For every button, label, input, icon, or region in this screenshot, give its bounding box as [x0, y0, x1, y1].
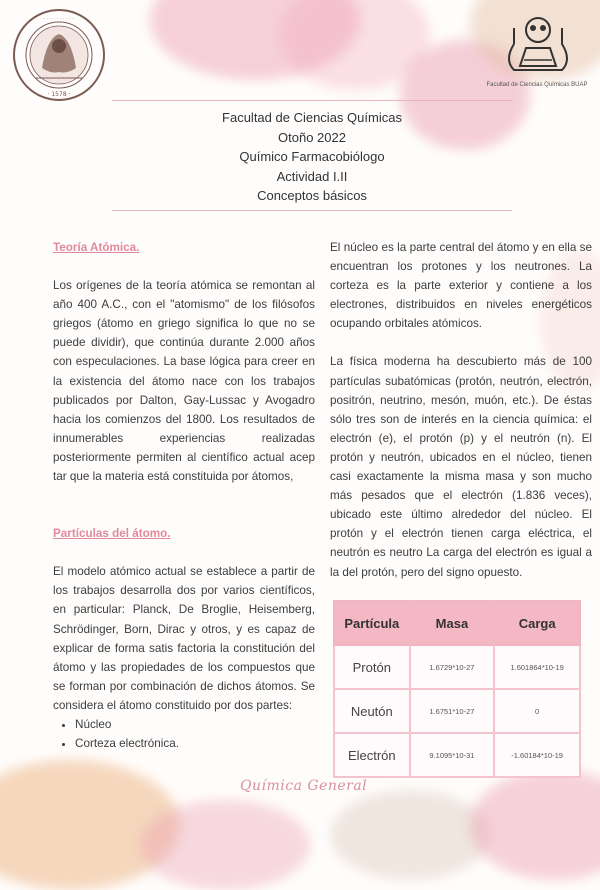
table-cell: 9.1095*10-31	[410, 733, 495, 777]
document-header	[112, 108, 512, 206]
table-row	[334, 689, 580, 733]
table-cell: 1.6729*10-27	[410, 645, 495, 689]
university-seal-logo	[12, 8, 106, 102]
faculty-logo	[500, 14, 576, 76]
table-cell: -1.60184*10-19	[494, 733, 580, 777]
list-item: • Núcleo	[75, 715, 315, 734]
table-cell: 0	[494, 689, 580, 733]
svg-text:· 1578 ·: · 1578 ·	[47, 91, 71, 98]
paragraph: La física moderna ha descubierto más de 100 partículas subatómicas (protón, neutrón, electrón, positrón, neutrino, mesón, muón, etc.). De éstas sólo tres son de interés en la ciencia química: el electrón (e), el protón (p) y el neutrón (n). El protón y neutrón, ubicados en el núcleo, tienen casi exactamente la misma masa y son mucho más pesados que el electrón (1.836 veces), ubicado este último alrededor del núcleo. El protón y el electrón tienen carga eléctrica, el neutrón es neutro La carga del electrón es igual a la del protón, pero del signo opuesto.	[330, 355, 592, 579]
header-divider-bottom	[112, 210, 512, 211]
paragraph: Los orígenes de la teoría atómica se remontan al año 400 A.C., con el "atomismo" de los filósofos griegos (átomo en griego significa lo que no se puede dividir), que continúa durante 2.000 años con especulaciones. La base lógica para creer en la existencia del átomo nace con los trabajos publicados por Dalton, Gay-Lussac y Avogadro hacia los comienzos del 1800. Los resultados de innumerables experiencias realizadas posteriormente permiten al científico actual acep tar que la materia está constituida por átomos,	[53, 279, 315, 484]
paragraph: El modelo atómico actual se establece a partir de los trabajos desarrolla dos por varios científicos, en particular: Planck, De Broglie, Heisemberg, Schrödinger, Born, Dirac y otros, y es capaz de explicar de forma satis factoria la constitución del átomo y las propiedades de los compuestos que se forman por combinación de dichos átomos. Se considera el átomo constituido por dos partes:	[53, 565, 315, 712]
table-cell: Electrón	[334, 733, 410, 777]
bullet-list	[53, 715, 315, 753]
table-cell: 1.6751*10-27	[410, 689, 495, 733]
svg-text:· · · · · · · · · ·: · · · · · · · · · ·	[43, 16, 75, 22]
table-cell: 1.601864*10-19	[494, 645, 580, 689]
header-line: Conceptos básicos	[257, 188, 367, 203]
header-line: Facultad de Ciencias Químicas	[222, 110, 402, 125]
table-cell: Protón	[334, 645, 410, 689]
particles-table	[333, 600, 581, 778]
footer-signature: Química General	[240, 778, 368, 794]
table-header-row	[334, 601, 580, 645]
table-row	[334, 645, 580, 689]
faculty-logo-caption: Facultad de Ciencias Químicas BUAP	[486, 82, 588, 88]
watercolor-blob	[470, 770, 600, 880]
column-header: Masa	[410, 601, 495, 645]
column-header: Carga	[494, 601, 580, 645]
list-item: • Corteza electrónica.	[75, 734, 315, 753]
header-divider-top	[112, 100, 512, 101]
table-row	[334, 733, 580, 777]
watercolor-blob	[140, 800, 310, 890]
paragraph: El núcleo es la parte central del átomo y en ella se encuentran los protones y los neutrones. La corteza es la parte exterior y contiene a los electrones, distribuidos en niveles energéticos ocupando orbitales atómicos.	[330, 241, 592, 331]
section-heading: Partículas del átomo.	[53, 527, 171, 541]
header-line: Otoño 2022	[278, 129, 346, 145]
watercolor-blob	[330, 790, 490, 880]
section-heading: Teoría Atómica.	[53, 241, 140, 254]
column-header: Partícula	[334, 601, 410, 645]
left-column	[53, 238, 315, 753]
header-line: Actividad I.II	[276, 168, 348, 184]
right-column	[330, 238, 592, 582]
header-line: Químico Farmacobiólogo	[239, 149, 385, 164]
table-cell: Neutón	[334, 689, 410, 733]
